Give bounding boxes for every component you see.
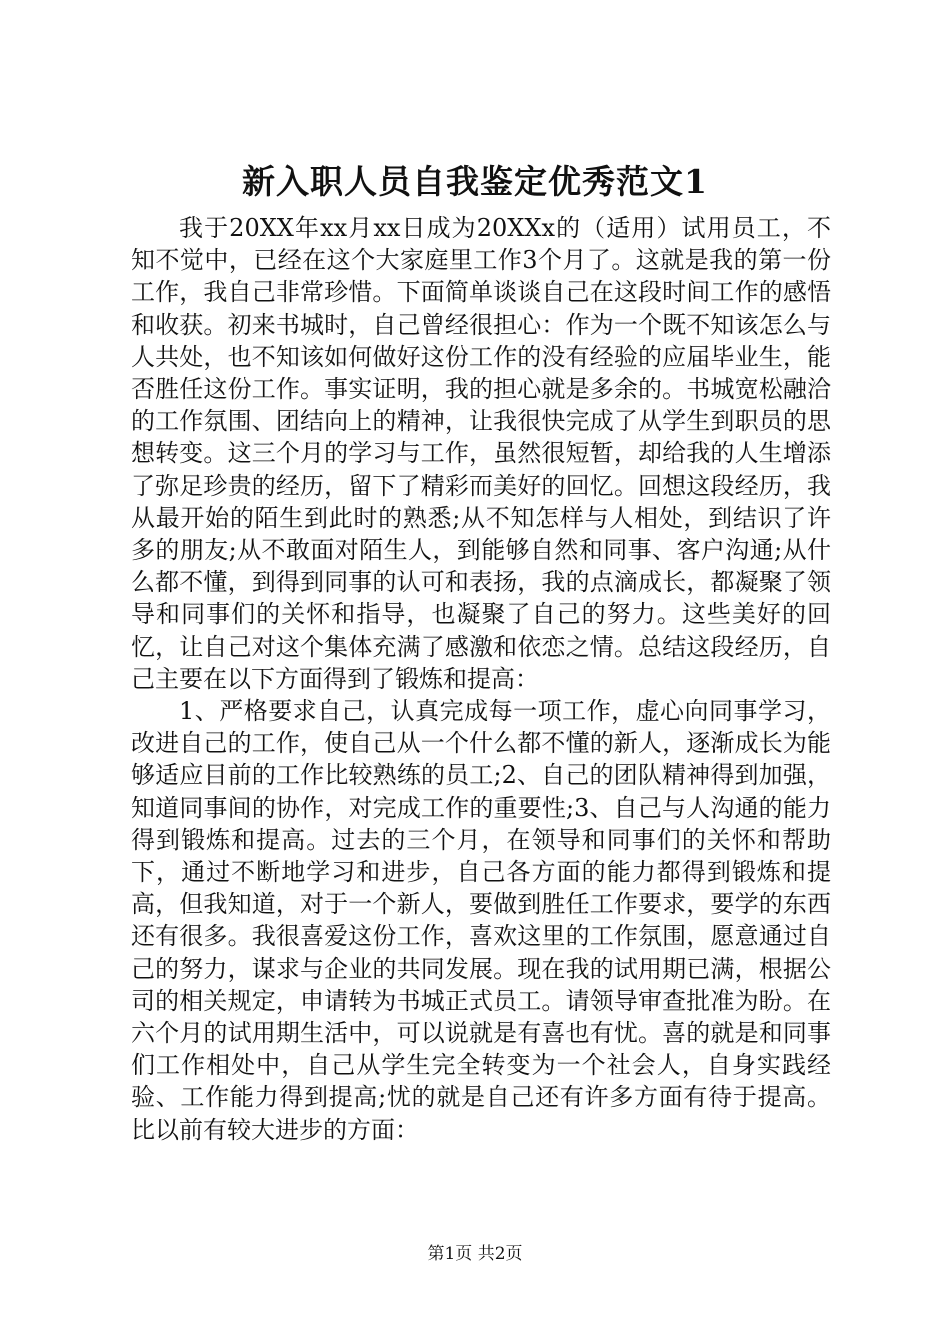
document-body	[131, 212, 831, 1146]
page-number-footer: 第1页 共2页	[427, 1244, 523, 1264]
document-title: 新入职人员自我鉴定优秀范文1	[242, 162, 708, 201]
paragraph-2: 1、严格要求自己，认真完成每一项工作，虚心向同事学习，改进自己的工作，使自己从一个什么都不懂的新人，逐渐成长为能够适应目前的工作比较熟练的员工;2、自己的团队精神得到加强，知道同事间的协作，对完成工作的重要性;3、自己与人沟通的能力得到锻炼和提高。过去的三个月，在领导和同事们的关怀和帮助下，通过不断地学习和进步，自己各方面的能力都得到锻炼和提高，但我知道，对于一个新人，要做到胜任工作要求，要学的东西还有很多。我很喜爱这份工作，喜欢这里的工作氛围，愿意通过自己的努力，谋求与企业的共同发展。现在我的试用期已满，根据公司的相关规定，申请转为书城正式员工。请领导审查批准为盼。在六个月的试用期生活中，可以说就是有喜也有忧。喜的就是和同事们工作相处中，自己从学生完全转变为一个社会人，自身实践经验、工作能力得到提高;忧的就是自己还有许多方面有待于提高。比以前有较大进步的方面：	[131, 697, 831, 1144]
paragraph-1: 我于20XX年xx月xx日成为20XXx的（适用）试用员工，不知不觉中，已经在这个大家庭里工作3个月了。这就是我的第一份工作，我自己非常珍惜。下面简单谈谈自己在这段时间工作的感悟和收获。初来书城时，自己曾经很担心：作为一个既不知该怎么与人共处，也不知该如何做好这份工作的没有经验的应届毕业生，能否胜任这份工作。事实证明，我的担心就是多余的。书城宽松融洽的工作氛围、团结向上的精神，让我很快完成了从学生到职员的思想转变。这三个月的学习与工作，虽然很短暂，却给我的人生增添了弥足珍贵的经历，留下了精彩而美好的回忆。回想这段经历，我从最开始的陌生到此时的熟悉;从不知怎样与人相处，到结识了许多的朋友;从不敢面对陌生人，到能够自然和同事、客户沟通;从什么都不懂，到得到同事的认可和表扬，我的点滴成长，都凝聚了领导和同事们的关怀和指导，也凝聚了自己的努力。这些美好的回忆，让自己对这个集体充满了感激和依恋之情。总结这段经历，自己主要在以下方面得到了锻炼和提高：	[131, 214, 831, 693]
